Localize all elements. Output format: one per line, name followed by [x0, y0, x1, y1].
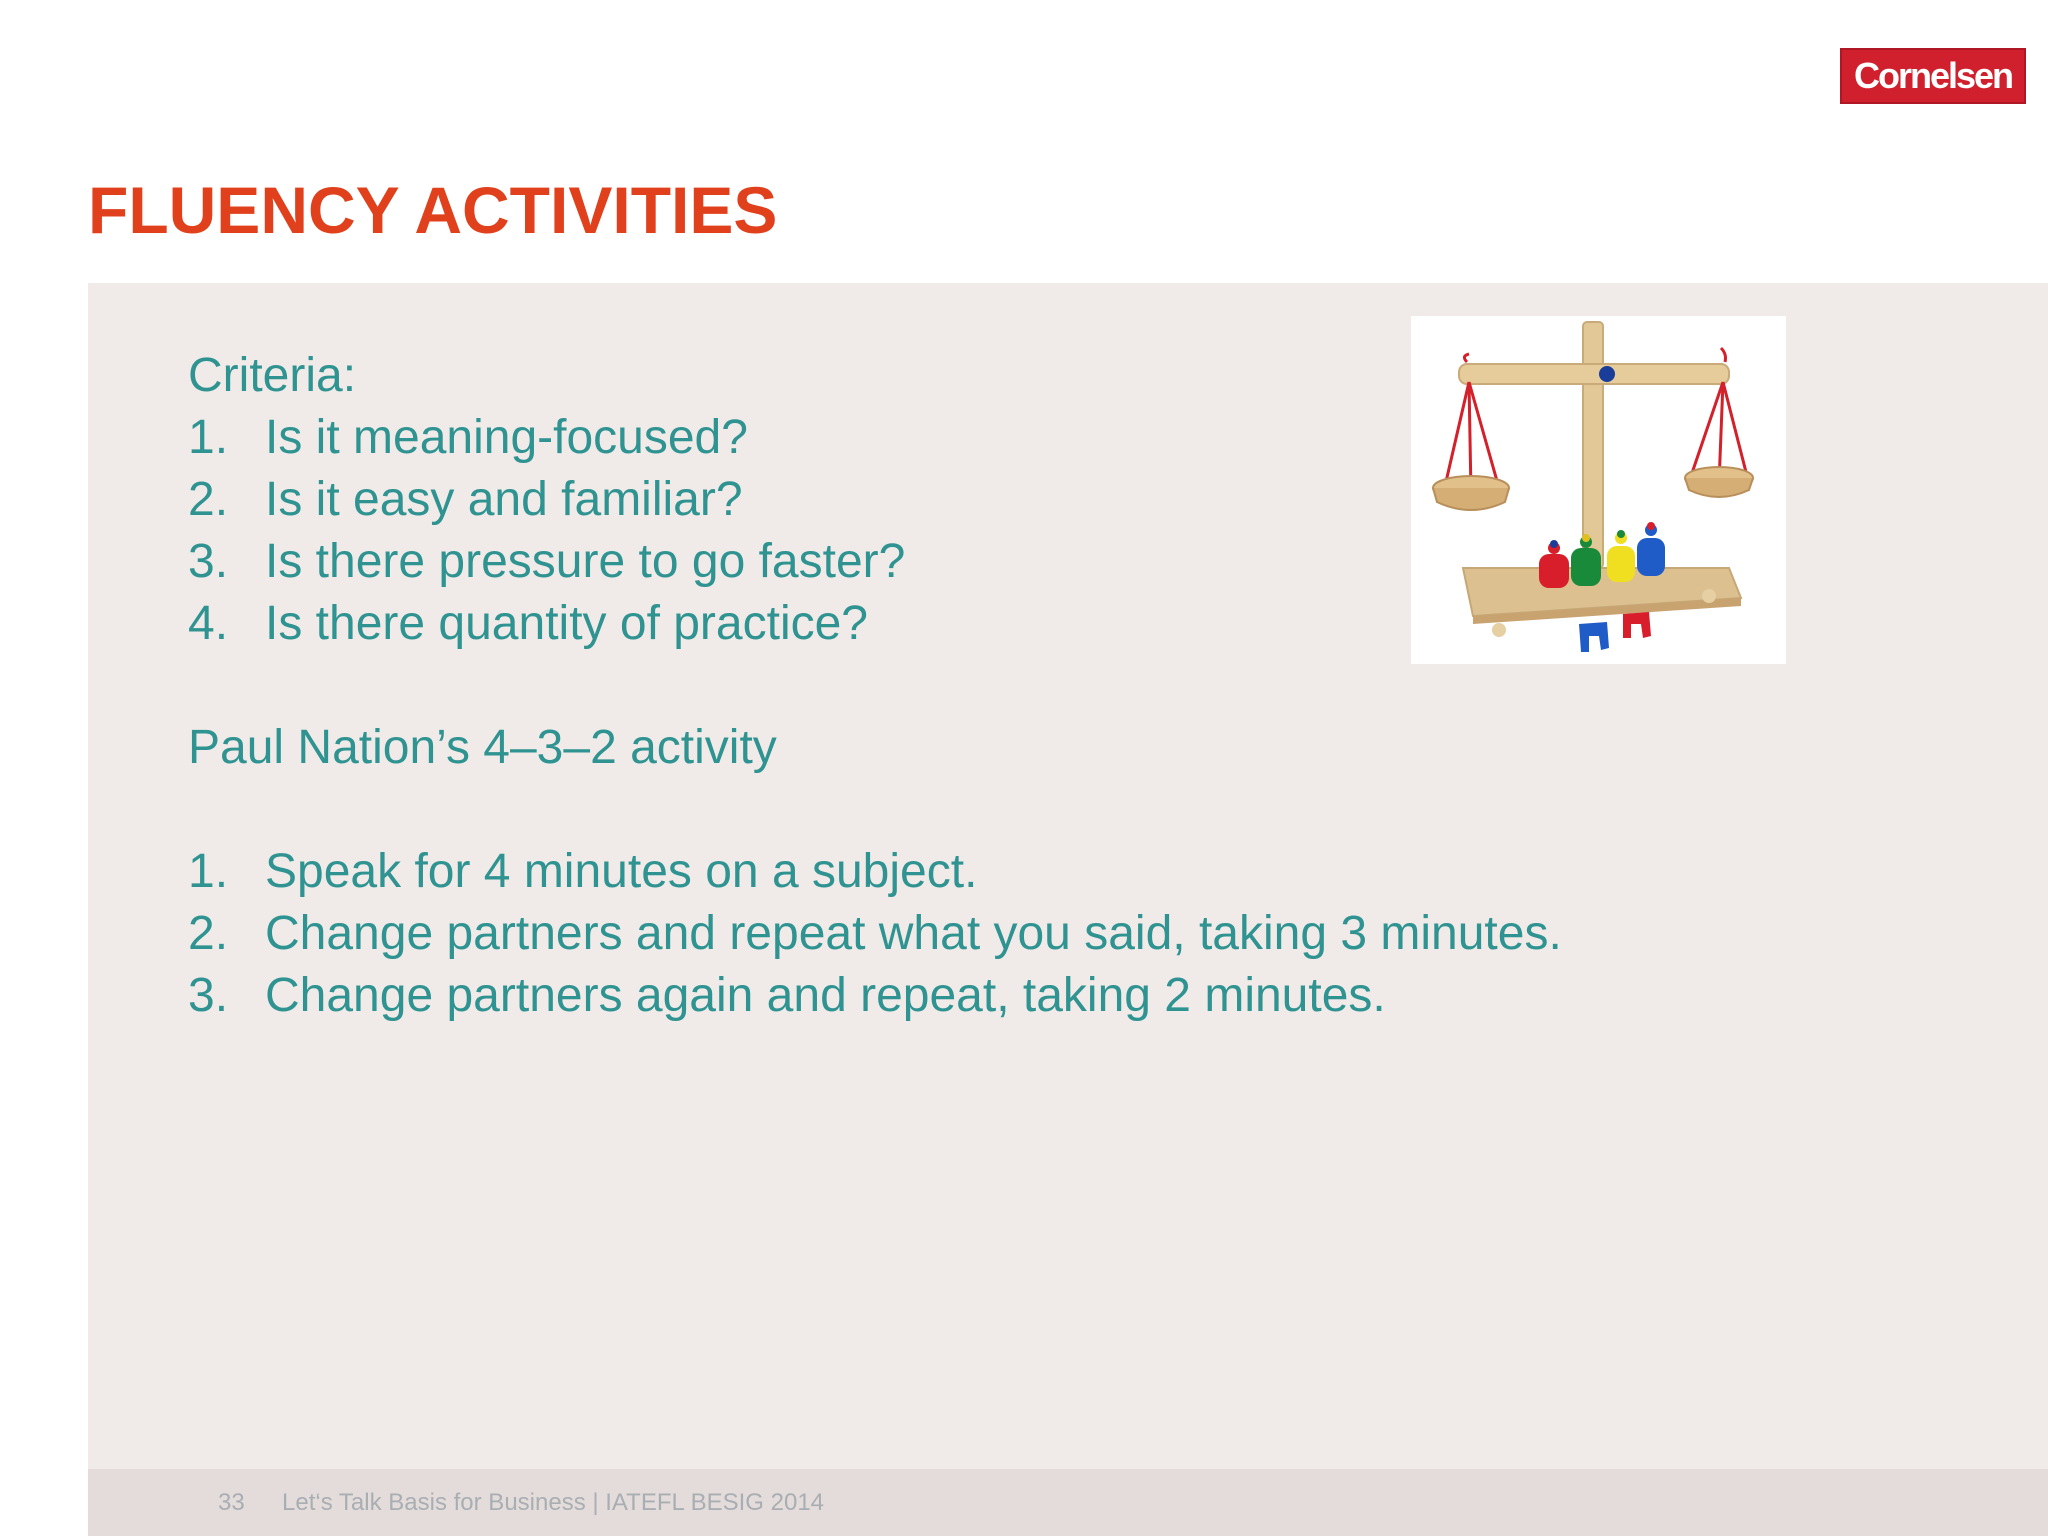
footer-text: Let‘s Talk Basis for Business | IATEFL BESIG 2014	[282, 1489, 825, 1516]
criteria-item	[188, 469, 1562, 531]
list-text: Speak for 4 minutes on a subject.	[265, 845, 978, 898]
list-text: Is there pressure to go faster?	[265, 535, 906, 588]
list-number: 1.	[188, 845, 229, 898]
activity-step	[188, 903, 1562, 965]
cornelsen-logo	[1840, 48, 2026, 104]
list-number: 2.	[188, 907, 229, 960]
list-text: Change partners and repeat what you said, taking 3 minutes.	[265, 907, 1562, 960]
list-number: 4.	[188, 597, 229, 650]
criteria-item	[188, 531, 1562, 593]
list-text: Is there quantity of practice?	[265, 597, 868, 650]
activity-step	[188, 965, 1562, 1027]
logo-text: Cornelsen	[1853, 55, 2013, 96]
list-number: 1.	[188, 411, 229, 464]
activity-heading: Paul Nation’s 4–3–2 activity	[188, 721, 777, 774]
list-number: 3.	[188, 535, 229, 588]
list-text: Change partners again and repeat, taking 2 minutes.	[265, 969, 1386, 1022]
slide-body	[188, 345, 1562, 1027]
balance-scale-icon	[1411, 316, 1786, 664]
spacer	[188, 655, 1562, 717]
list-text: Is it meaning-focused?	[265, 411, 748, 464]
criteria-item	[188, 593, 1562, 655]
slide-footer	[88, 1469, 2048, 1536]
list-text: Is it easy and familiar?	[265, 473, 743, 526]
balance-scale-image	[1411, 316, 1786, 664]
content-panel	[88, 283, 2048, 1469]
slide-title: FLUENCY ACTIVITIES	[88, 173, 778, 247]
activity-step	[188, 841, 1562, 903]
spacer	[188, 779, 1562, 841]
criteria-item	[188, 407, 1562, 469]
list-number: 3.	[188, 969, 229, 1022]
criteria-heading: Criteria:	[188, 349, 357, 402]
page-number: 33	[218, 1489, 245, 1516]
list-number: 2.	[188, 473, 229, 526]
